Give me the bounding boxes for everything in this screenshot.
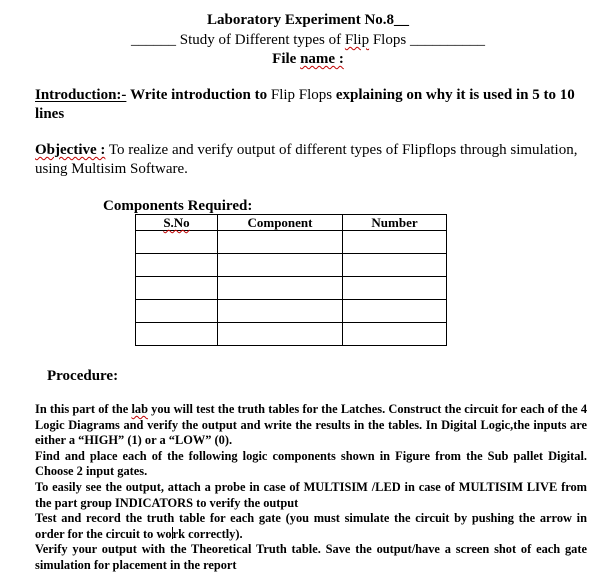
table-cell[interactable]: [218, 231, 343, 254]
procedure-body: [35, 402, 587, 574]
table-cell[interactable]: [343, 323, 447, 346]
objective-section: [35, 141, 595, 179]
procedure-paragraph: Find and place each of the following logic components shown in Figure from the Sub pallet Digital. Choose 2 input gates.: [35, 448, 587, 479]
table-cell[interactable]: [136, 231, 218, 254]
procedure-text: Test and record the truth table for each gate (you must simulate the circuit by pushing the arrow in order for the circuit to wo: [35, 511, 587, 541]
table-row: [136, 254, 447, 277]
column-header-sno: S.No: [136, 215, 218, 231]
document-subtitle: [0, 32, 616, 49]
table-cell[interactable]: [343, 277, 447, 300]
introduction-section: [35, 86, 595, 124]
table-cell[interactable]: [218, 300, 343, 323]
components-table: [135, 214, 447, 346]
table-cell[interactable]: [218, 323, 343, 346]
table-cell[interactable]: [343, 300, 447, 323]
file-name-label: File: [272, 51, 297, 67]
table-cell[interactable]: [136, 323, 218, 346]
procedure-paragraph: [35, 402, 587, 449]
introduction-label: Introduction:-: [35, 87, 127, 103]
table-cell[interactable]: [343, 231, 447, 254]
objective-text: To realize and verify output of different types of Flipflops through simulation, using Multisim Software.: [35, 142, 578, 177]
procedure-text: rk correctly).: [172, 526, 243, 541]
table-cell[interactable]: [218, 254, 343, 277]
subtitle-text: Study of Different types of: [179, 32, 342, 48]
procedure-text: you will test the truth tables for the Latches. Construct the circuit for each of the 4 Logic Diagrams and verify the output and write the results in the tables. In Digital Logic,the inputs are either a “HIGH” (1) or a “LOW” (0).: [35, 402, 588, 448]
procedure-paragraph: Verify your output with the Theoretical Truth table. Save the output/have a screen shot of each gate simulation for placement in the report: [35, 542, 587, 572]
table-row: [136, 231, 447, 254]
components-heading: Components Required:: [103, 198, 253, 214]
subtitle-prefix-line: ______: [131, 32, 177, 48]
table-row: [136, 300, 447, 323]
subtitle-flip-word: Flip: [344, 32, 370, 48]
introduction-text-2: Flip Flops: [270, 87, 333, 103]
procedure-heading: Procedure:: [47, 368, 119, 384]
table-cell[interactable]: [136, 254, 218, 277]
column-header-component: Component: [218, 215, 343, 231]
introduction-text-1: Write introduction to: [130, 87, 268, 103]
objective-label: Objective :: [35, 142, 106, 158]
procedure-paragraph: [35, 511, 587, 542]
table-cell[interactable]: [343, 254, 447, 277]
procedure-paragraph: To easily see the output, attach a probe in case of MULTISIM /LED in case of MULTISIM LIVE from the part group INDICATORS to verify the output: [35, 479, 587, 510]
document-title: Laboratory Experiment No.8__: [206, 12, 410, 28]
table-cell[interactable]: [136, 277, 218, 300]
column-header-number: Number: [343, 215, 447, 231]
table-cell[interactable]: [218, 277, 343, 300]
components-header-row: [136, 215, 447, 231]
file-name-word: name :: [300, 51, 344, 67]
procedure-text: In this part of the: [35, 402, 129, 416]
table-row: [136, 323, 447, 346]
subtitle-suffix-line: __________: [409, 32, 485, 48]
subtitle-flops-word: Flops: [372, 32, 407, 48]
procedure-lab-word: lab: [131, 402, 148, 416]
table-row: [136, 277, 447, 300]
introduction-text-3: explaining on why it is used in 5 to 10 lines: [35, 87, 575, 122]
table-cell[interactable]: [136, 300, 218, 323]
file-name-line: [0, 51, 616, 68]
